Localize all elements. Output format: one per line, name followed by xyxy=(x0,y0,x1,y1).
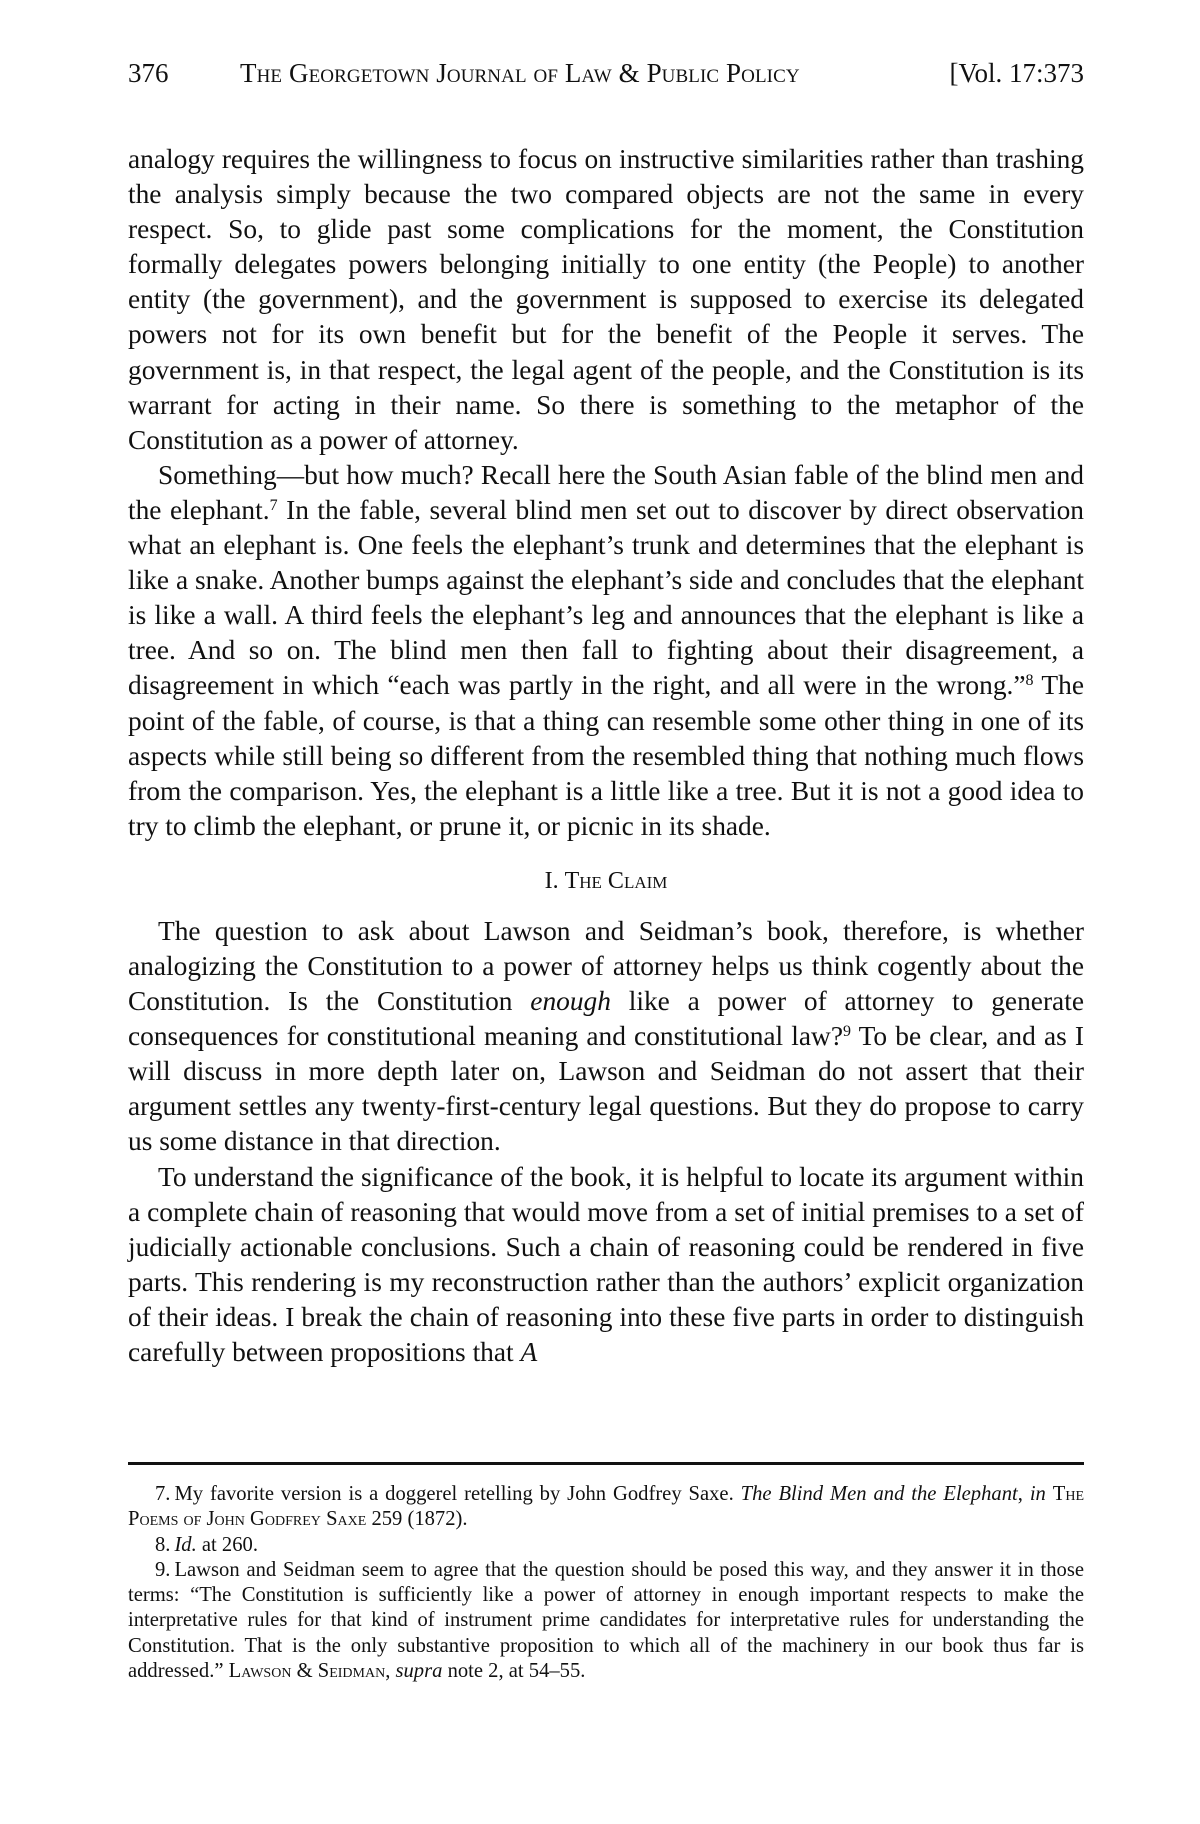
footnote-divider xyxy=(128,1462,1084,1465)
footnotes xyxy=(128,1482,1084,1684)
footnote-ref-9[interactable]: 9 xyxy=(843,1023,851,1041)
cited-authors: Lawson & Seidman xyxy=(228,1660,386,1683)
emphasis-enough: enough xyxy=(530,986,611,1017)
section-title: The Claim xyxy=(564,867,668,894)
cited-book-title: The Poems of John Godfrey Saxe xyxy=(128,1483,1085,1531)
footnote-number: 8. xyxy=(155,1533,171,1556)
footnote-9: 9. Lawson and Seidman seem to agree that the question should be posed this way, and they answer it in those terms: “The Constitution is sufficiently like a power of attorney in enough important respects to make the interpretative rules for that kind of instrument prime candidates for interpretative rules for understanding the Constitution. That is the only substantive proposition to which all of the machinery in our book thus far is addressed.” Lawson & Seidman, supra note 2, at 54–55. xyxy=(128,1558,1084,1683)
volume-citation: [Vol. 17:373 xyxy=(949,58,1084,88)
emphasis-a: A xyxy=(520,1337,538,1367)
paragraph-continued: analogy requires the willingness to focus on instructive similarities rather than trashing the analysis simply because the two compared objects are not the same in every respect. So, to glide past some complications for the moment, the Constitution formally delegates powers belonging initially to one entity (the People) to another entity (the government), and the government is supposed to exercise its delegated powers not for its own benefit but for the benefit of the People it serves. The government is, in that respect, the legal agent of the people, and the Constitution is its warrant for acting in their name. So there is something to the metaphor of the Constitution as a power of attorney. xyxy=(128,144,1084,455)
footnote-7: 7. My favorite version is a doggerel retelling by John Godfrey Saxe. The Blind Men and the Elephant, in The Poems of John Godfrey Saxe 259 (1872). xyxy=(128,1483,1085,1531)
paragraph-question: The question to ask about Lawson and Seidman’s book, therefore, is whether analogizing the Constitution to a power of attorney helps us think cogently about the Constitution. Is the Constitution enough like a power of attorney to generate consequences for constitutional meaning and constitutional law?$^9$ To be clear, and as I will discuss in more depth later on, Lawson and Seidman do not assert that their argument settles any twenty-first-century legal questions. But they do propose to carry us some distance in that direction. xyxy=(128,915,1084,1157)
footnote-number: 7. xyxy=(155,1483,171,1505)
cited-poem-title: The Blind Men and the Elephant xyxy=(740,1483,1018,1505)
page-number: 376 xyxy=(128,58,169,88)
footnote-8: 8. Id. at 260. xyxy=(155,1533,258,1556)
footnote-ref-7[interactable]: 7 xyxy=(269,496,278,514)
running-header xyxy=(128,56,1084,90)
journal-title: The Georgetown Journal of Law & Public Policy xyxy=(240,58,800,88)
paragraph-chain: To understand the significance of the book, it is helpful to locate its argument within a complete chain of reasoning that would move from a set of initial premises to a set of judicially actionable conclusions. Such a chain of reasoning could be rendered in five parts. This rendering is my reconstruction rather than the authors’ explicit organization of their ideas. I break the chain of reasoning into these five parts in order to distinguish carefully between propositions that A xyxy=(128,1161,1084,1367)
body-text xyxy=(128,142,1084,1370)
footnote-number: 9. xyxy=(155,1558,171,1581)
paragraph-fable: Something—but how much? Recall here the South Asian fable of the blind men and the elephant.$^7$ In the fable, several blind men set out to discover by direct observation what an elephant is. One feels the elephant’s trunk and determines that the elephant is like a snake. Another bumps against the elephant’s side and concludes that the elephant is like a wall. A third feels the elephant’s leg and announces that the elephant is like a tree. And so on. The blind men then fall to fighting about their disagreement, a disagreement in which “each was partly in the right, and all were in the wrong.”$^8$ The point of the fable, of course, is that a thing can resemble some other thing in one of its aspects while still being so different from the resembled thing that nothing much flows from the comparison. Yes, the elephant is a little like a tree. But it is not a good idea to try to climb the elephant, or prune it, or picnic in its shade. xyxy=(128,459,1085,841)
footnote-ref-8[interactable]: 8 xyxy=(1025,672,1034,690)
section-number: I. xyxy=(544,867,559,894)
section-heading xyxy=(128,864,1084,898)
